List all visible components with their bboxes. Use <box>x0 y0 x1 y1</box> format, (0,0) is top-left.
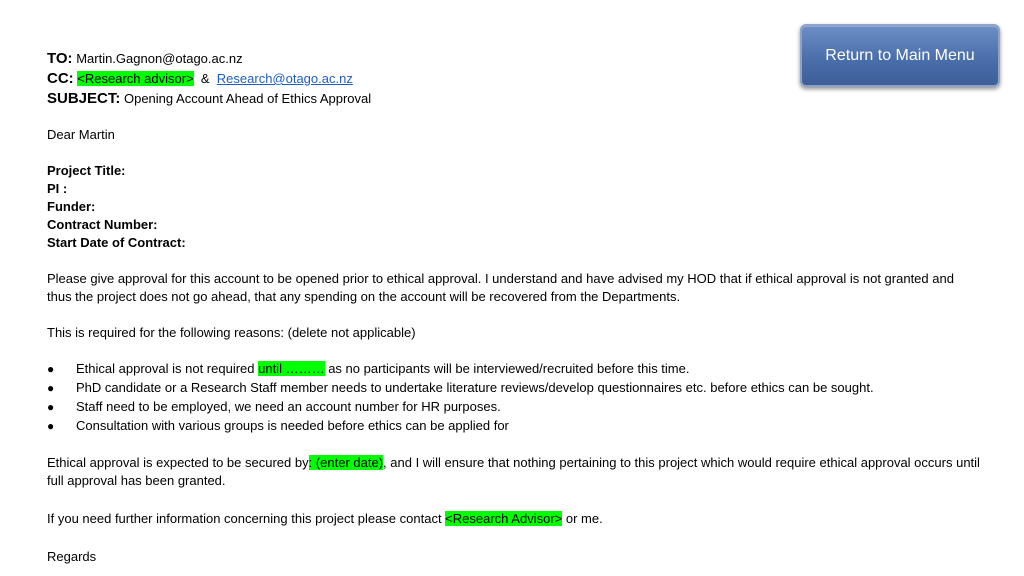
cc-research-email-link[interactable]: Research@otago.ac.nz <box>216 71 353 86</box>
cc-ampersand: & <box>200 71 210 86</box>
bullet-item <box>47 417 509 435</box>
return-to-main-menu-button[interactable] <box>800 24 1000 87</box>
until-placeholder: until ……… <box>258 361 325 376</box>
greeting: Dear Martin <box>47 127 115 142</box>
to-line <box>47 50 243 68</box>
contact-text: If you need further information concerning this project please contact <box>47 511 446 526</box>
field-start-date: Start Date of Contract: <box>47 235 186 250</box>
ethics-date-text: Ethical approval is expected to be secured by <box>47 455 309 470</box>
to-value: Martin.Gagnon@otago.ac.nz <box>76 51 243 66</box>
reasons-intro: This is required for the following reasons: (delete not applicable) <box>47 325 416 340</box>
field-project-title: Project Title: <box>47 163 126 178</box>
field-contract-number: Contract Number: <box>47 217 158 232</box>
bullet-text: Consultation with various groups is needed before ethics can be applied for <box>76 418 509 433</box>
cc-advisor-placeholder: <Research advisor> <box>77 71 194 86</box>
cc-line <box>47 70 353 88</box>
bullet-text: Staff need to be employed, we need an account number for HR purposes. <box>76 399 501 414</box>
contact-paragraph <box>47 510 603 528</box>
bullet-item <box>47 398 501 416</box>
menu-button-label: Return to Main Menu <box>825 46 975 64</box>
bullet-icon: ● <box>47 381 55 395</box>
approval-paragraph: Please give approval for this account to be opened prior to ethical approval. I understand and have advised my HOD that if ethical approval is not granted and thus the project does not go ahead, that any spending on the account will be recovered from the Departments. <box>47 271 954 304</box>
bullet-item <box>47 379 874 397</box>
bullet-icon: ● <box>47 400 55 414</box>
research-advisor-placeholder: <Research Advisor> <box>445 511 563 526</box>
contact-text-end: or me. <box>562 511 603 526</box>
field-pi: PI : <box>47 181 68 196</box>
bullet-text-end: as no participants will be interviewed/recruited before this time. <box>324 361 690 376</box>
bullet-text: Ethical approval is not required <box>76 361 259 376</box>
cc-label: CC: <box>47 70 74 87</box>
bullet-text: PhD candidate or a Research Staff member needs to undertake literature reviews/develop questionnaires etc. before ethics can be sought. <box>76 380 874 395</box>
bullet-icon: ● <box>47 419 55 433</box>
closing: Regards <box>47 549 97 564</box>
bullet-icon: ● <box>47 362 55 376</box>
enter-date-placeholder: : (enter date) <box>308 455 384 470</box>
bullet-item <box>47 360 689 378</box>
subject-line <box>47 90 371 108</box>
to-label: TO: <box>47 50 73 67</box>
field-funder: Funder: <box>47 199 96 214</box>
subject-value: Opening Account Ahead of Ethics Approval <box>123 91 372 106</box>
ethics-date-paragraph <box>47 454 982 490</box>
ethics-date-text-end: , and I will ensure that nothing pertaining to this project which would require ethical approval occurs until full approval has been granted. <box>47 455 980 488</box>
subject-label: SUBJECT: <box>47 90 121 107</box>
